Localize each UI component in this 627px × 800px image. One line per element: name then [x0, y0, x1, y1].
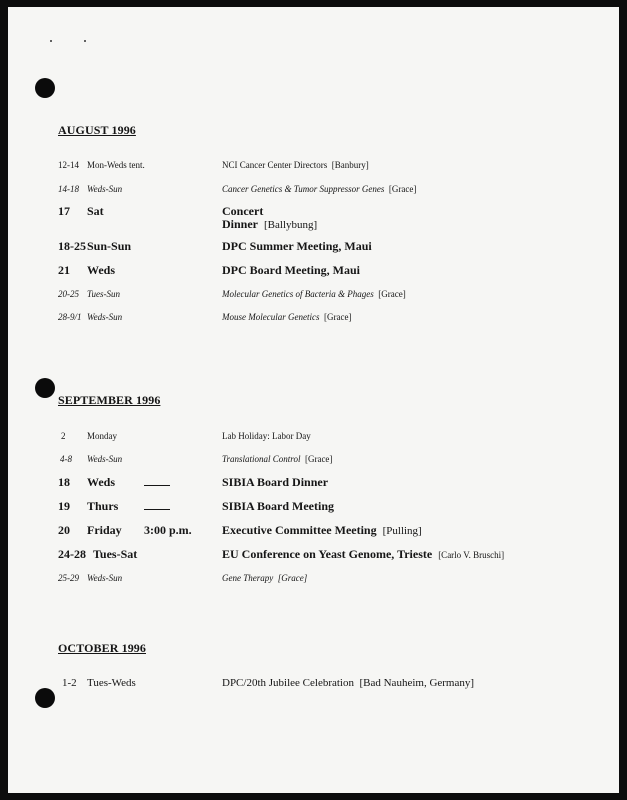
- month-heading-august: AUGUST 1996: [58, 123, 136, 137]
- row-dates: 20-25: [58, 289, 79, 299]
- page-speck: [84, 40, 86, 42]
- row-dates: 28-9/1: [58, 312, 82, 322]
- row-dates: 12-14: [58, 160, 79, 170]
- row-event-note: [Pulling]: [382, 525, 422, 537]
- row-days: Tues-Sun: [87, 289, 121, 299]
- time-blank-line: [144, 499, 170, 514]
- document-page: [8, 7, 619, 793]
- binder-hole-middle: [35, 378, 55, 398]
- row-dates: 19: [58, 499, 70, 513]
- row-event-note: [Grace]: [323, 312, 352, 322]
- row-dates: 1-2: [62, 677, 77, 689]
- page-speck: [50, 40, 52, 42]
- row-days: Monday: [87, 431, 117, 441]
- row-days: Weds-Sun: [87, 454, 123, 464]
- row-event-title: DPC/20th Jubilee Celebration: [222, 677, 354, 689]
- row-event: Lab Holiday: Labor Day: [222, 431, 311, 441]
- row-event: DPC Board Meeting, Maui: [222, 263, 360, 277]
- row-event: SIBIA Board Meeting: [222, 499, 335, 513]
- row-event-note: [Carlo V. Bruschi]: [438, 550, 505, 560]
- row-days: Thurs: [87, 499, 119, 513]
- row-days: Mon-Weds tent.: [87, 160, 145, 170]
- row-dates: 17: [58, 204, 70, 218]
- row-dates: 2: [61, 431, 66, 441]
- row-event-note: [Grace]: [304, 454, 333, 464]
- row-event: [222, 547, 504, 562]
- row-event-note: [Bad Nauheim, Germany]: [359, 677, 475, 689]
- row-event: [222, 523, 422, 538]
- row-dates: 21: [58, 263, 70, 277]
- row-event: [222, 573, 307, 583]
- time-blank-line: [144, 475, 170, 490]
- row-dates: 25-29: [58, 573, 79, 583]
- row-dates: 18: [58, 475, 70, 489]
- row-dates: 18-25: [58, 239, 86, 253]
- month-heading-september: SEPTEMBER 1996: [58, 393, 161, 407]
- row-event: [222, 312, 351, 322]
- row-days: Weds-Sun: [87, 312, 123, 322]
- row-event-title-line2: Dinner: [222, 217, 258, 231]
- row-event: [222, 160, 369, 170]
- row-days: Tues-Weds: [87, 677, 136, 689]
- row-days: Weds-Sun: [87, 573, 123, 583]
- month-heading-october: OCTOBER 1996: [58, 641, 146, 655]
- binder-hole-top: [35, 78, 55, 98]
- row-dates: 20: [58, 523, 70, 537]
- row-event-title: Executive Committee Meeting: [222, 523, 377, 537]
- row-event-note: [Grace]: [378, 289, 406, 299]
- row-event: [222, 205, 317, 232]
- row-event-title: Molecular Genetics of Bacteria & Phages: [222, 289, 374, 299]
- row-event: SIBIA Board Dinner: [222, 475, 329, 489]
- row-dates: 4-8: [60, 454, 72, 464]
- row-event: [222, 677, 474, 689]
- row-days: Weds-Sun: [87, 184, 123, 194]
- row-event-title: Cancer Genetics & Tumor Suppressor Genes: [222, 184, 385, 194]
- row-days: Weds: [87, 263, 116, 277]
- row-event-title: Gene Therapy: [222, 573, 274, 583]
- row-event: [222, 454, 332, 464]
- row-event-note: [Banbury]: [331, 160, 369, 170]
- row-event-note: [Grace]: [277, 573, 308, 583]
- row-dates: 24-28: [58, 547, 86, 561]
- row-days: Sat: [87, 204, 104, 218]
- row-event-title: Concert: [222, 204, 264, 218]
- row-dates: 14-18: [58, 184, 79, 194]
- row-event-title: NCI Cancer Center Directors: [222, 160, 328, 170]
- row-days: Sun-Sun: [87, 239, 132, 253]
- row-event-note: [Grace]: [388, 184, 417, 194]
- row-event-note: [Ballybung]: [264, 219, 318, 231]
- row-event: [222, 289, 406, 299]
- row-event-title: Translational Control: [222, 454, 301, 464]
- row-time: 3:00 p.m.: [144, 523, 192, 537]
- row-days: Weds: [87, 475, 116, 489]
- row-event: DPC Summer Meeting, Maui: [222, 239, 372, 253]
- row-days: Friday: [87, 523, 122, 537]
- binder-hole-bottom: [35, 688, 55, 708]
- row-days: Tues-Sat: [93, 547, 138, 561]
- row-event: [222, 184, 416, 194]
- row-event-title: EU Conference on Yeast Genome, Trieste: [222, 547, 433, 561]
- row-event-title: Mouse Molecular Genetics: [222, 312, 320, 322]
